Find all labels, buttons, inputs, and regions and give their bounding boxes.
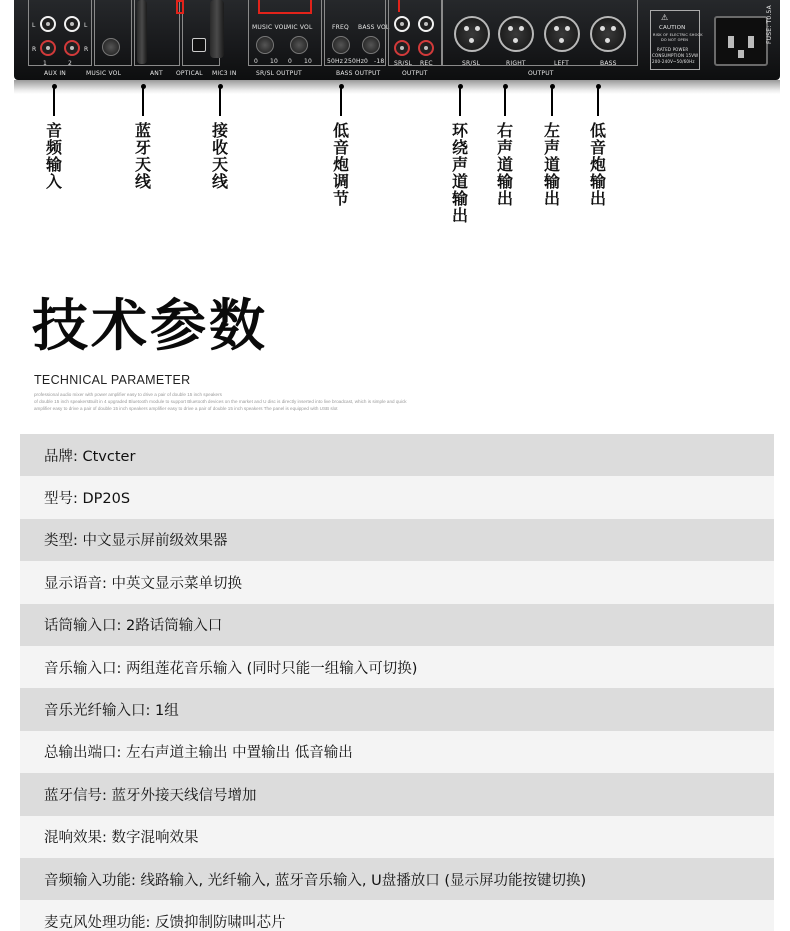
aux2-right-jack	[64, 40, 80, 56]
rec-left-jack	[418, 16, 434, 32]
bass-vol-label: BASS VOL	[358, 24, 390, 31]
callout-left-output: 左声道输出	[543, 121, 560, 208]
k10b: 10	[304, 58, 313, 65]
srsl-xlr-label: SR/SL	[462, 60, 481, 67]
k10a: 10	[270, 58, 279, 65]
caution-line2: DO NOT OPEN	[661, 38, 689, 42]
callout-line-bt	[142, 86, 144, 116]
aux2-left-jack	[64, 16, 80, 32]
tech-description-line: amplifier easy to drive a pair of double 15 inch speakers amplifier easy to drive a pair of double 15 inch speakers The panel is equipped with USB slot	[34, 406, 338, 411]
k0c: 0	[364, 58, 369, 65]
technical-parameters-section	[0, 262, 790, 931]
callout-line-left	[551, 86, 553, 116]
output-label-left: OUTPUT	[402, 70, 428, 77]
callout-surround-output: 环绕声道输出	[451, 121, 468, 225]
param-row-output-ports: 总输出端口: 左右声道主输出 中置输出 低音输出	[20, 731, 774, 773]
music-vol-label: MUSIC VOL	[86, 70, 122, 77]
bass-vol-knob	[362, 36, 380, 54]
param-row-music-input: 音乐输入口: 两组莲花音乐输入 (同时只能一组输入可切换)	[20, 646, 774, 688]
tech-title: 技术参数	[32, 294, 268, 359]
srsl-left-jack	[394, 16, 410, 32]
caution-label-box	[650, 10, 703, 70]
param-row-optical-input: 音乐光纤输入口: 1组	[20, 688, 774, 730]
m18: -18	[374, 58, 385, 65]
callout-bluetooth-antenna: 蓝牙天线	[134, 121, 151, 191]
rca-output-group	[388, 0, 442, 66]
tech-description-line: of double 15 inch speakersBuilt in 4 upgraded Bluetooth module to support Bluetooth devices on the market and U disc is directly inserted into live broadcast, which is simple and quick	[34, 399, 407, 404]
aux-in-group	[28, 0, 92, 66]
bass-output-label: BASS OUTPUT	[336, 70, 381, 77]
warning-icon: ⚠	[661, 13, 669, 22]
callout-right-output: 右声道输出	[496, 121, 513, 208]
rec-right-jack	[418, 40, 434, 56]
ant-label: ANT	[150, 70, 163, 77]
freq-label: FREQ	[332, 24, 349, 31]
right-xlr-label: RIGHT	[506, 60, 526, 67]
param-row-display-language: 显示语音: 中英文显示菜单切换	[20, 561, 774, 603]
aux-l-label-2: L	[84, 22, 88, 29]
k0a: 0	[254, 58, 259, 65]
bass-output-group	[324, 0, 386, 66]
left-xlr-label: LEFT	[554, 60, 569, 67]
k0b: 0	[288, 58, 293, 65]
callout-audio-input: 音频输入	[45, 121, 62, 191]
red-marker-1	[176, 0, 184, 14]
tech-description	[34, 391, 504, 412]
fuse-label: FUSE: T0.5A	[766, 5, 773, 44]
mic-vol-knob	[290, 36, 308, 54]
panel-shadow	[14, 80, 780, 94]
callout-line-sub	[597, 86, 599, 116]
srsl-right-jack	[394, 40, 410, 56]
callout-bass-adjust: 低音炮调节	[332, 121, 349, 208]
bass-xlr-connector	[590, 16, 626, 52]
receiver-antenna	[210, 0, 224, 58]
left-xlr-connector	[544, 16, 580, 52]
aux1-left-jack	[40, 16, 56, 32]
freq-knob	[332, 36, 350, 54]
aux-in-label: AUX IN	[44, 70, 66, 77]
optical-label: OPTICAL	[176, 70, 203, 77]
param-row-model: 型号: DP20S	[20, 476, 774, 518]
srsl-output-label: SR/SL OUTPUT	[256, 70, 302, 77]
mic-vol-knob-label: MIC VOL	[286, 24, 313, 31]
param-row-bluetooth: 蓝牙信号: 蓝牙外接天线信号增加	[20, 773, 774, 815]
param-row-mic-processing: 麦克风处理功能: 反馈抑制防啸叫芯片	[20, 900, 774, 931]
rated-power: RATED POWER	[657, 47, 689, 52]
aux1-right-jack	[40, 40, 56, 56]
callout-line-rx	[219, 86, 221, 116]
hz250: 250Hz	[344, 58, 365, 65]
tech-description-line: professional audio mixer with power amplifier easy to drive a pair of double 15 inch speakers	[34, 392, 222, 397]
callout-receiver-antenna: 接收天线	[211, 121, 228, 191]
bluetooth-antenna	[137, 0, 147, 64]
aux-r-label-2: R	[84, 46, 89, 53]
bass-xlr-label: BASS	[600, 60, 617, 67]
music-vol-knob-2	[256, 36, 274, 54]
callout-line-bass-adj	[340, 86, 342, 116]
caution-text: CAUTION	[659, 25, 686, 31]
hz50: 50Hz	[327, 58, 344, 65]
param-row-audio-input-function: 音频输入功能: 线路输入, 光纤输入, 蓝牙音乐输入, U盘播放口 (显示屏功能按键切换)	[20, 858, 774, 900]
callout-subwoofer-output: 低音炮输出	[589, 121, 606, 208]
aux-2-label: 2	[68, 60, 73, 67]
right-xlr-connector	[498, 16, 534, 52]
parameter-table	[20, 434, 774, 931]
srsl-label: SR/SL	[394, 60, 413, 67]
power-socket	[714, 16, 768, 66]
aux-1-label: 1	[43, 60, 48, 67]
param-row-brand: 品牌: Ctvcter	[20, 434, 774, 476]
srsl-xlr-connector	[454, 16, 490, 52]
mic3-in-label: MIC3 IN	[212, 70, 237, 77]
aux-l-label: L	[32, 22, 36, 29]
output-label-right: OUTPUT	[528, 70, 554, 77]
voltage: 200-240V~50/60Hz	[652, 59, 695, 64]
red-marker-3	[398, 0, 400, 12]
rec-label: REC	[420, 60, 433, 67]
callout-line-right	[504, 86, 506, 116]
caution-line1: RISK OF ELECTRIC SHOCK	[653, 33, 703, 37]
callout-line-surround	[459, 86, 461, 116]
music-vol-group	[94, 0, 132, 66]
music-vol-knob	[102, 38, 120, 56]
aux-r-label: R	[32, 46, 37, 53]
device-back-panel	[14, 0, 780, 80]
red-marker-2	[258, 0, 312, 14]
music-vol-knob-label: MUSIC VOL	[252, 24, 288, 31]
param-row-reverb: 混响效果: 数字混响效果	[20, 816, 774, 858]
param-row-mic-input: 话筒输入口: 2路话筒输入口	[20, 604, 774, 646]
device-back-panel-section	[0, 0, 790, 262]
callout-line-audio-in	[53, 86, 55, 116]
optical-port	[192, 38, 206, 52]
param-row-type: 类型: 中文显示屏前级效果器	[20, 519, 774, 561]
tech-subtitle: TECHNICAL PARAMETER	[34, 373, 191, 387]
consumption: CONSUMPTION 15VW	[652, 53, 699, 58]
